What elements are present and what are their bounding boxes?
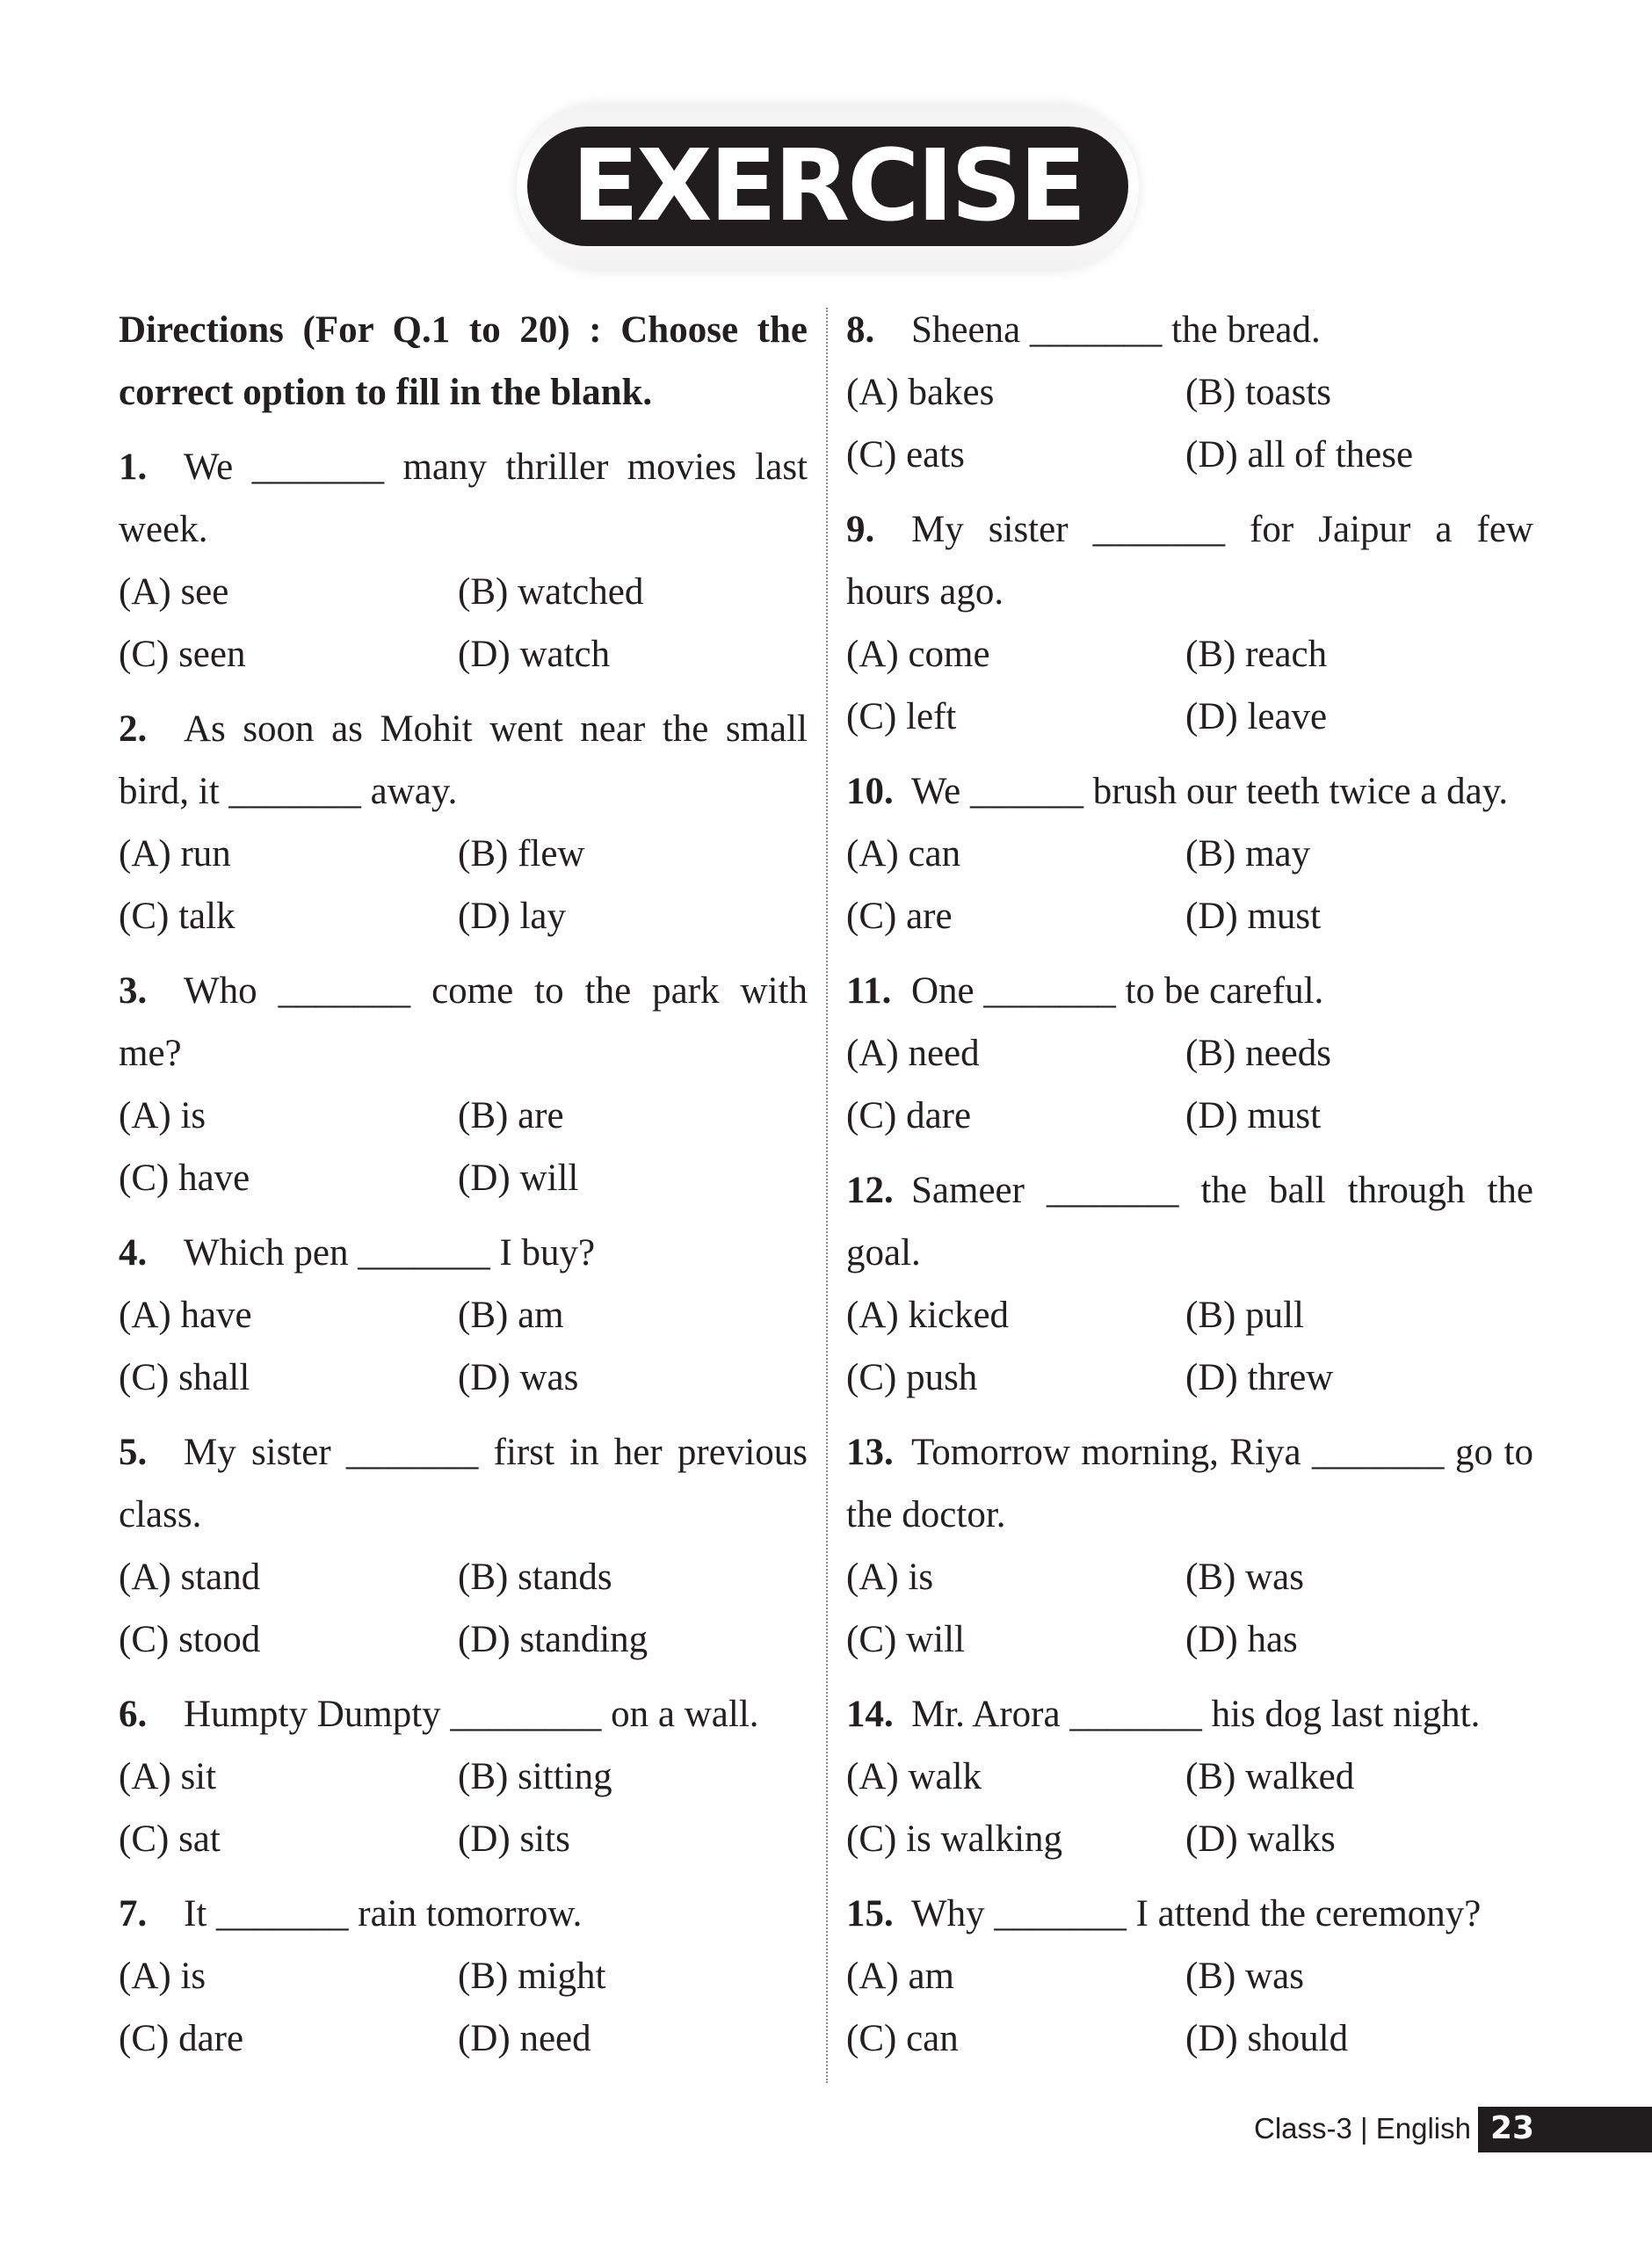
question-text: As soon as Mohit went near the small bird, it _______ away. (119, 708, 808, 812)
question-item (846, 1883, 1533, 2070)
answer-option: (B) toasts (1185, 372, 1332, 413)
question-text: Humpty Dumpty ________ on a wall. (184, 1694, 759, 1735)
answer-option: (B) are (458, 1095, 564, 1136)
answer-option: (A) see (119, 571, 229, 613)
exercise-banner (517, 104, 1139, 271)
answer-option: (A) come (846, 634, 990, 675)
answer-option: (D) need (458, 2018, 591, 2059)
answer-option: (C) dare (119, 2018, 244, 2059)
question-number: 2. (119, 708, 148, 750)
answer-option: (D) standing (458, 1619, 648, 1660)
question-number: 3. (119, 970, 148, 1012)
question-stem (119, 1883, 808, 1945)
answer-option: (A) bakes (846, 372, 995, 413)
question-item (119, 960, 808, 1209)
question-number: 7. (119, 1893, 148, 1934)
answer-option: (D) must (1185, 896, 1322, 937)
answer-options (846, 1022, 1533, 1147)
answer-option: (C) have (119, 1158, 250, 1199)
answer-options (119, 1085, 808, 1209)
answer-options (846, 1746, 1533, 1870)
answer-option: (D) watch (458, 634, 611, 675)
answer-option: (B) walked (1185, 1756, 1355, 1797)
question-number: 5. (119, 1432, 148, 1473)
answer-option: (C) seen (119, 634, 246, 675)
question-item (846, 1683, 1533, 1870)
question-text: One _______ to be careful. (911, 970, 1324, 1012)
answer-option: (A) sit (119, 1756, 217, 1797)
answer-option: (B) watched (458, 571, 644, 613)
answer-option: (A) is (846, 1557, 934, 1598)
question-number: 1. (119, 446, 148, 488)
question-item (846, 960, 1533, 1147)
question-number: 11. (846, 970, 892, 1012)
question-text: Sameer _______ the ball through the goal. (846, 1170, 1533, 1274)
question-item (119, 1421, 808, 1671)
question-stem (846, 1159, 1533, 1284)
footer-class-subject: Class-3 | English (1253, 2112, 1471, 2145)
right-column (846, 299, 1533, 2070)
question-item (846, 1421, 1533, 1671)
question-stem (119, 1683, 808, 1746)
right-question-list (846, 299, 1533, 2070)
question-stem (119, 1421, 808, 1546)
question-stem (846, 760, 1533, 823)
answer-option: (A) run (119, 833, 231, 875)
question-number: 15. (846, 1893, 894, 1934)
question-stem (846, 1883, 1533, 1945)
left-column (119, 299, 808, 2070)
page-number: 23 (1490, 2110, 1535, 2146)
answer-option: (B) needs (1185, 1033, 1331, 1074)
question-item (119, 1883, 808, 2070)
answer-options (119, 561, 808, 686)
question-item (846, 760, 1533, 947)
answer-options (119, 1945, 808, 2070)
question-stem (846, 1683, 1533, 1746)
question-number: 12. (846, 1170, 894, 1211)
answer-option: (D) leave (1185, 696, 1328, 737)
left-question-list (119, 436, 808, 2070)
question-text: It _______ rain tomorrow. (184, 1893, 583, 1934)
answer-option: (D) has (1185, 1619, 1298, 1660)
question-number: 9. (846, 509, 875, 550)
answer-option: (A) can (846, 833, 961, 875)
answer-option: (C) will (846, 1619, 965, 1660)
answer-option: (D) should (1185, 2018, 1349, 2059)
question-item (846, 1159, 1533, 1409)
banner-pill (527, 127, 1128, 246)
answer-option: (A) is (119, 1095, 206, 1136)
answer-option: (B) was (1185, 1557, 1304, 1598)
answer-option: (B) reach (1185, 634, 1328, 675)
answer-option: (B) was (1185, 1956, 1304, 1997)
answer-options (119, 823, 808, 947)
answer-options (846, 1546, 1533, 1671)
answer-option: (B) might (458, 1956, 606, 1997)
answer-option: (C) is walking (846, 1818, 1063, 1860)
question-number: 13. (846, 1432, 894, 1473)
question-text: Tomorrow morning, Riya _______ go to the doctor. (846, 1432, 1533, 1535)
question-number: 8. (846, 309, 875, 351)
question-item (119, 1683, 808, 1870)
question-stem (846, 498, 1533, 623)
question-stem (119, 436, 808, 561)
answer-option: (A) stand (119, 1557, 261, 1598)
answer-options (846, 1945, 1533, 2070)
answer-option: (B) stands (458, 1557, 612, 1598)
question-item (119, 698, 808, 947)
answer-option: (C) can (846, 2018, 959, 2059)
answer-option: (D) must (1185, 1095, 1322, 1136)
answer-options (119, 1746, 808, 1870)
question-stem (119, 960, 808, 1085)
question-text: Who _______ come to the park with me? (119, 970, 808, 1074)
answer-option: (A) is (119, 1956, 206, 1997)
question-text: Mr. Arora _______ his dog last night. (911, 1694, 1481, 1735)
question-text: We _______ many thriller movies last week. (119, 446, 808, 550)
column-divider (826, 308, 828, 2083)
answer-option: (C) stood (119, 1619, 261, 1660)
question-number: 10. (846, 771, 894, 812)
answer-option: (A) am (846, 1956, 954, 1997)
page-footer (0, 2107, 1652, 2156)
answer-option: (C) are (846, 896, 953, 937)
answer-option: (C) talk (119, 896, 235, 937)
answer-option: (C) push (846, 1357, 978, 1398)
answer-options (846, 823, 1533, 947)
question-text: My sister _______ for Jaipur a few hours ago. (846, 509, 1533, 613)
answer-option: (D) all of these (1185, 434, 1414, 475)
question-stem (846, 1421, 1533, 1546)
answer-options (119, 1284, 808, 1409)
question-number: 14. (846, 1694, 894, 1735)
answer-option: (D) will (458, 1158, 579, 1199)
answer-option: (B) flew (458, 833, 585, 875)
question-text: Why _______ I attend the ceremony? (911, 1893, 1482, 1934)
question-item (846, 498, 1533, 748)
answer-option: (D) sits (458, 1818, 570, 1860)
answer-option: (C) shall (119, 1357, 250, 1398)
question-text: We ______ brush our teeth twice a day. (911, 771, 1509, 812)
answer-option: (B) am (458, 1295, 564, 1336)
answer-option: (D) lay (458, 896, 566, 937)
answer-option: (C) eats (846, 434, 965, 475)
answer-option: (B) pull (1185, 1295, 1304, 1336)
question-stem (119, 698, 808, 823)
directions-text: Directions (For Q.1 to 20) : Choose the correct option to fill in the blank. (119, 309, 808, 413)
answer-option: (A) have (119, 1295, 252, 1336)
answer-option: (D) threw (1185, 1357, 1334, 1398)
answer-options (846, 623, 1533, 748)
question-text: My sister _______ first in her previous class. (119, 1432, 808, 1535)
question-stem (846, 299, 1533, 361)
answer-option: (C) sat (119, 1818, 221, 1860)
question-number: 4. (119, 1232, 148, 1274)
answer-option: (D) walks (1185, 1818, 1336, 1860)
answer-option: (C) left (846, 696, 957, 737)
question-item (846, 299, 1533, 486)
question-text: Sheena _______ the bread. (911, 309, 1321, 351)
answer-option: (A) kicked (846, 1295, 1010, 1336)
question-stem (119, 1222, 808, 1284)
answer-options (119, 1546, 808, 1671)
answer-options (846, 361, 1533, 486)
answer-options (846, 1284, 1533, 1409)
answer-option: (C) dare (846, 1095, 972, 1136)
question-stem (846, 960, 1533, 1022)
question-number: 6. (119, 1694, 148, 1735)
question-item (119, 1222, 808, 1409)
answer-option: (A) walk (846, 1756, 982, 1797)
page-title: EXERCISE (571, 129, 1084, 243)
question-text: Which pen _______ I buy? (184, 1232, 596, 1274)
answer-option: (A) need (846, 1033, 980, 1074)
answer-option: (D) was (458, 1357, 579, 1398)
answer-option: (B) sitting (458, 1756, 612, 1797)
page-number-box (1478, 2107, 1652, 2152)
question-item (119, 436, 808, 686)
answer-option: (B) may (1185, 833, 1311, 875)
